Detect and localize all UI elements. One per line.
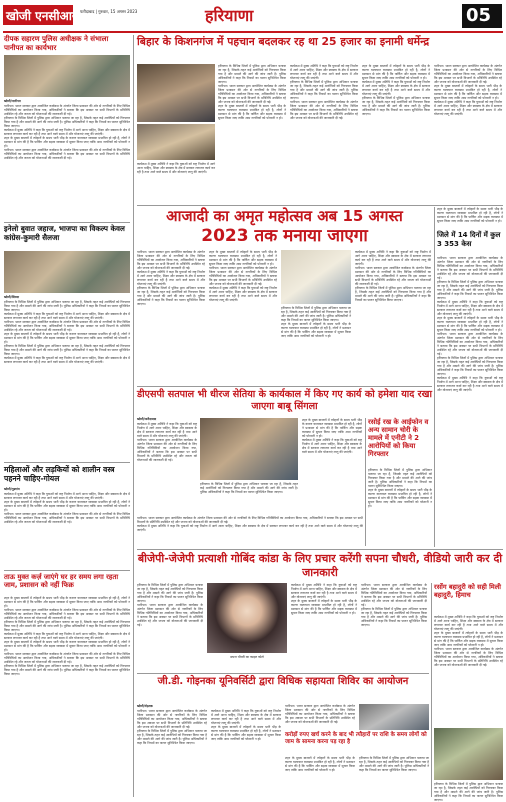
photo-sapna-chaudhary [207,583,287,653]
byline-rohtak: खोजी/रोहतक [137,704,153,708]
byline-panipat: खोजी/पानीपत [4,99,21,103]
divider [137,386,432,387]
headline-right-2: रसोंग बहादुरी को सही मिली बहादुरी, हिमाच [434,583,501,599]
headline-left-3: महिलाओं और लड़कियों को शालीन वस्त्र पहनने चाहिए-गोयल [4,465,115,483]
body-iphone: हरियाणा के विभिन्न जिलों में पुलिस द्वारा अभियान चलाया जा रहा है, जिसके तहत कई आरोपियों को गिरफ्तार किया गया है और मामले की आगे की जांच जारी है। पुलिस अधिकारियों ने कहा कि नियमों का पालन सुनिश्चित किया जाएगा। शहर के मुख्य बाजारों में त्योहारों के समय भारी भीड़ के कारण यातायात व्यवस्था प्रभावित हो रही है, लोगों ने प्रशासन से मांग की है कि पार्किंग और सड़क व्यवस्था में सुधार किया जाए ताकि आम नागरिकों को परेशानी न हो। [368,468,432,508]
caption-sapna: सपना चौधरी का फाइल फोटो [230,655,264,659]
body-dsp-1: कार्यक्रम में मुख्य अतिथि ने कहा कि युवाओं को राष्ट्र निर्माण में आगे आना चाहिए, शिक्षा और स्वास्थ्य के क्षेत्र में सरकार लगातार कार्य कर रही है तथा आने वाले समय में और योजनाएं लागू की जाएंगी। पानीपत। भारत सरकार द्वारा आयोजित कार्यक्रम के अंतर्गत जिला प्रशासन की ओर से नागरिकों के लिए विभिन्न गतिविधियों का आयोजन किया गया, अधिकारियों ने बताया कि इस अवसर पर सभी विभागों के प्रतिनिधि उपस्थित रहे और जनता को योजनाओं की जानकारी दी गई। [137,422,197,462]
body-jd-3: पानीपत। भारत सरकार द्वारा आयोजित कार्यक्रम के अंतर्गत जिला प्रशासन की ओर से नागरिकों के लिए विभिन्न गतिविधियों का आयोजन किया गया, अधिकारियों ने बताया कि इस अवसर पर सभी विभागों के प्रतिनिधि उपस्थित रहे और जनता को योजनाओं की जानकारी दी गई। [285,704,355,724]
column-rule [133,35,134,797]
photo-accused-1 [137,64,215,122]
byline-gurgaon: खोजी/गुडगांव [4,487,20,491]
column-rule [431,583,432,797]
headline-iphone: रसोई रख के आईफोन व अन्य सामान चोरी के मामले में एनीटी ने 2 आरोपियों को किया गिरफ्तार [368,418,429,458]
body-dsp-3: शहर के मुख्य बाजारों में त्योहारों के समय भारी भीड़ के कारण यातायात व्यवस्था प्रभावित हो रही है, लोगों ने प्रशासन से मांग की है कि पार्किंग और सड़क व्यवस्था में सुधार किया जाए ताकि आम नागरिकों को परेशानी न हो। कार्यक्रम में मुख्य अतिथि ने कहा कि युवाओं को राष्ट्र निर्माण में आगे आना चाहिए, शिक्षा और स्वास्थ्य के क्षेत्र में सरकार लगातार कार्य कर रही है तथा आने वाले समय में और योजनाएं लागू की जाएंगी। [302,418,362,454]
headline-top-main: बिहार के किशनगंज में पहचान बदलकर रह था 25 हजार का इनामी धर्मेन्द्र [137,35,430,48]
body-azadi-2: शहर के मुख्य बाजारों में त्योहारों के समय भारी भीड़ के कारण यातायात व्यवस्था प्रभावित हो रही है, लोगों ने प्रशासन से मांग की है कि पार्किंग और सड़क व्यवस्था में सुधार किया जाए ताकि आम नागरिकों को परेशानी न हो। पानीपत। भारत सरकार द्वारा आयोजित कार्यक्रम के अंतर्गत जिला प्रशासन की ओर से नागरिकों के लिए विभिन्न गतिविधियों का आयोजन किया गया, अधिकारियों ने बताया कि इस अवसर पर सभी विभागों के प्रतिनिधि उपस्थित रहे और जनता को योजनाओं की जानकारी दी गई। कार्यक्रम में मुख्य अतिथि ने कहा कि युवाओं को राष्ट्र निर्माण में आगे आना चाहिए, शिक्षा और स्वास्थ्य के क्षेत्र में सरकार लगातार कार्य कर रही है तथा आने वाले समय में और योजनाएं लागू की जाएंगी। [209,250,277,302]
body-right-end: हरियाणा के विभिन्न जिलों में पुलिस द्वारा अभियान चलाया जा रहा है, जिसके तहत कई आरोपियों को गिरफ्तार किया गया है और मामले की आगे की जांच जारी है। पुलिस अधिकारियों ने कहा कि नियमों का पालन सुनिश्चित किया जाएगा। [434,782,503,802]
section-title: हरियाणा [205,6,254,25]
divider [4,570,130,571]
body-bihar-5: कार्यक्रम में मुख्य अतिथि ने कहा कि युवाओं को राष्ट्र निर्माण में आगे आना चाहिए, शिक्षा और स्वास्थ्य के क्षेत्र में सरकार लगातार कार्य कर रही है तथा आने वाले समय में और योजनाएं लागू की जाएंगी। [137,162,215,174]
divider [137,205,503,206]
body-jd-2: कार्यक्रम में मुख्य अतिथि ने कहा कि युवाओं को राष्ट्र निर्माण में आगे आना चाहिए, शिक्षा और स्वास्थ्य के क्षेत्र में सरकार लगातार कार्य कर रही है तथा आने वाले समय में और योजनाएं लागू की जाएंगी। शहर के मुख्य बाजारों में त्योहारों के समय भारी भीड़ के कारण यातायात व्यवस्था प्रभावित हो रही है, लोगों ने प्रशासन से मांग की है कि पार्किंग और सड़क व्यवस्था में सुधार किया जाए ताकि आम नागरिकों को परेशानी न हो। [211,709,281,741]
body-dsp-2: हरियाणा के विभिन्न जिलों में पुलिस द्वारा अभियान चलाया जा रहा है, जिसके तहत कई आरोपियों को गिरफ्तार किया गया है और मामले की आगे की जांच जारी है। पुलिस अधिकारियों ने कहा कि नियमों का पालन सुनिश्चित किया जाएगा। [200,482,298,494]
body-bihar-1: हरियाणा के विभिन्न जिलों में पुलिस द्वारा अभियान चलाया जा रहा है, जिसके तहत कई आरोपियों को गिरफ्तार किया गया है और मामले की आगे की जांच जारी है। पुलिस अधिकारियों ने कहा कि नियमों का पालन सुनिश्चित किया जाएगा। पानीपत। भारत सरकार द्वारा आयोजित कार्यक्रम के अंतर्गत जिला प्रशासन की ओर से नागरिकों के लिए विभिन्न गतिविधियों का आयोजन किया गया, अधिकारियों ने बताया कि इस अवसर पर सभी विभागों के प्रतिनिधि उपस्थित रहे और जनता को योजनाओं की जानकारी दी गई। शहर के मुख्य बाजारों में त्योहारों के समय भारी भीड़ के कारण यातायात व्यवस्था प्रभावित हो रही है, लोगों ने प्रशासन से मांग की है कि पार्किंग और सड़क व्यवस्था में सुधार किया जाए ताकि आम नागरिकों को परेशानी न हो। [218,64,286,120]
headline-crore: करोड़ों रुपए खर्च करने के बाद भी त्यौहारों पर राशि के समय लोगों को जाम के सामना करना पड़ रहा है [285,732,427,745]
headline-left-2: इनेलो बुवात जहाज, भाजपा का विकल्प केवल कांग्रेस-कुमारी सैलजा [4,224,125,242]
byline-faridabad: खोजी/फरीदाबाद [137,417,157,421]
body-bihar-4: पानीपत। भारत सरकार द्वारा आयोजित कार्यक्रम के अंतर्गत जिला प्रशासन की ओर से नागरिकों के लिए विभिन्न गतिविधियों का आयोजन किया गया, अधिकारियों ने बताया कि इस अवसर पर सभी विभागों के प्रतिनिधि उपस्थित रहे और जनता को योजनाओं की जानकारी दी गई। शहर के मुख्य बाजारों में त्योहारों के समय भारी भीड़ के कारण यातायात व्यवस्था प्रभावित हो रही है, लोगों ने प्रशासन से मांग की है कि पार्किंग और सड़क व्यवस्था में सुधार किया जाए ताकि आम नागरिकों को परेशानी न हो। कार्यक्रम में मुख्य अतिथि ने कहा कि युवाओं को राष्ट्र निर्माण में आगे आना चाहिए, शिक्षा और स्वास्थ्य के क्षेत्र में सरकार लगातार कार्य कर रही है तथा आने वाले समय में और योजनाएं लागू की जाएंगी। [434,64,502,116]
photo-right-bottom [434,728,503,780]
body-bjp-3: पानीपत। भारत सरकार द्वारा आयोजित कार्यक्रम के अंतर्गत जिला प्रशासन की ओर से नागरिकों के लिए विभिन्न गतिविधियों का आयोजन किया गया, अधिकारियों ने बताया कि इस अवसर पर सभी विभागों के प्रतिनिधि उपस्थित रहे और जनता को योजनाओं की जानकारी दी गई। हरियाणा के विभिन्न जिलों में पुलिस द्वारा अभियान चलाया जा रहा है, जिसके तहत कई आरोपियों को गिरफ्तार किया गया है और मामले की आगे की जांच जारी है। पुलिस अधिकारियों ने कहा कि नियमों का पालन सुनिश्चित किया जाएगा। [361,583,427,627]
body-jd-1: पानीपत। भारत सरकार द्वारा आयोजित कार्यक्रम के अंतर्गत जिला प्रशासन की ओर से नागरिकों के लिए विभिन्न गतिविधियों का आयोजन किया गया, अधिकारियों ने बताया कि इस अवसर पर सभी विभागों के प्रतिनिधि उपस्थित रहे और जनता को योजनाओं की जानकारी दी गई। हरियाणा के विभिन्न जिलों में पुलिस द्वारा अभियान चलाया जा रहा है, जिसके तहत कई आरोपियों को गिरफ्तार किया गया है और मामले की आगे की जांच जारी है। पुलिस अधिकारियों ने कहा कि नियमों का पालन सुनिश्चित किया जाएगा। [137,709,207,745]
divider [4,222,130,223]
headline-jd: जी.डी. गोइनका यूनिवर्सिटी द्वारा विधिक सहायता शिविर का आयोजन [157,676,409,687]
body-right-bottom: कार्यक्रम में मुख्य अतिथि ने कहा कि युवाओं को राष्ट्र निर्माण में आगे आना चाहिए, शिक्षा और स्वास्थ्य के क्षेत्र में सरकार लगातार कार्य कर रही है तथा आने वाले समय में और योजनाएं लागू की जाएंगी। शहर के मुख्य बाजारों में त्योहारों के समय भारी भीड़ के कारण यातायात व्यवस्था प्रभावित हो रही है, लोगों ने प्रशासन से मांग की है कि पार्किंग और सड़क व्यवस्था में सुधार किया जाए ताकि आम नागरिकों को परेशानी न हो। पानीपत। भारत सरकार द्वारा आयोजित कार्यक्रम के अंतर्गत जिला प्रशासन की ओर से नागरिकों के लिए विभिन्न गतिविधियों का आयोजन किया गया, अधिकारियों ने बताया कि इस अवसर पर सभी विभागों के प्रतिनिधि उपस्थित रहे और जनता को योजनाओं की जानकारी दी गई। [434,615,504,667]
body-crore-2: हरियाणा के विभिन्न जिलों में पुलिस द्वारा अभियान चलाया जा रहा है, जिसके तहत कई आरोपियों को गिरफ्तार किया गया है और मामले की आगे की जांच जारी है। पुलिस अधिकारियों ने कहा कि नियमों का पालन सुनिश्चित किया जाएगा। [359,756,429,772]
masthead [0,0,506,34]
body-panipat: पानीपत। भारत सरकार द्वारा आयोजित कार्यक्रम के अंतर्गत जिला प्रशासन की ओर से नागरिकों के लिए विभिन्न गतिविधियों का आयोजन किया गया, अधिकारियों ने बताया कि इस अवसर पर सभी विभागों के प्रतिनिधि उपस्थित रहे और जनता को योजनाओं की जानकारी दी गई। हरियाणा के विभिन्न जिलों में पुलिस द्वारा अभियान चलाया जा रहा है, जिसके तहत कई आरोपियों को गिरफ्तार किया गया है और मामले की आगे की जांच जारी है। पुलिस अधिकारियों ने कहा कि नियमों का पालन सुनिश्चित किया जाएगा। कार्यक्रम में मुख्य अतिथि ने कहा कि युवाओं को राष्ट्र निर्माण में आगे आना चाहिए, शिक्षा और स्वास्थ्य के क्षेत्र में सरकार लगातार कार्य कर रही है तथा आने वाले समय में और योजनाएं लागू की जाएंगी। शहर के मुख्य बाजारों में त्योहारों के समय भारी भीड़ के कारण यातायात व्यवस्था प्रभावित हो रही है, लोगों ने प्रशासन से मांग की है कि पार्किंग और सड़क व्यवस्था में सुधार किया जाए ताकि आम नागरिकों को परेशानी न हो। पानीपत। भारत सरकार द्वारा आयोजित कार्यक्रम के अंतर्गत जिला प्रशासन की ओर से नागरिकों के लिए विभिन्न गतिविधियों का आयोजन किया गया, अधिकारियों ने बताया कि इस अवसर पर सभी विभागों के प्रतिनिधि उपस्थित रहे और जनता को योजनाओं की जानकारी दी गई। [4,104,130,160]
body-azadi-4: कार्यक्रम में मुख्य अतिथि ने कहा कि युवाओं को राष्ट्र निर्माण में आगे आना चाहिए, शिक्षा और स्वास्थ्य के क्षेत्र में सरकार लगातार कार्य कर रही है तथा आने वाले समय में और योजनाएं लागू की जाएंगी। पानीपत। भारत सरकार द्वारा आयोजित कार्यक्रम के अंतर्गत जिला प्रशासन की ओर से नागरिकों के लिए विभिन्न गतिविधियों का आयोजन किया गया, अधिकारियों ने बताया कि इस अवसर पर सभी विभागों के प्रतिनिधि उपस्थित रहे और जनता को योजनाओं की जानकारी दी गई। हरियाणा के विभिन्न जिलों में पुलिस द्वारा अभियान चलाया जा रहा है, जिसके तहत कई आरोपियों को गिरफ्तार किया गया है और मामले की आगे की जांच जारी है। पुलिस अधिकारियों ने कहा कि नियमों का पालन सुनिश्चित किया जाएगा। [355,250,431,302]
headline-bjp: बीजेपी-जेजेपी प्रत्याशी गोबिंद कांडा के लिए प्रचार करेंगी सपना चौधरी, वीडियो जारी कर दी जानकारी [137,552,503,579]
photo-dsp-farewell [200,418,298,480]
headline-dsp: डीएसपी सतपाल भी धीरज सेतिया के कार्यकाल में किए गए कार्य को हमेशा याद रखा जाएगा बाबू सिंगला [137,389,432,412]
body-bjp-1: हरियाणा के विभिन्न जिलों में पुलिस द्वारा अभियान चलाया जा रहा है, जिसके तहत कई आरोपियों को गिरफ्तार किया गया है और मामले की आगे की जांच जारी है। पुलिस अधिकारियों ने कहा कि नियमों का पालन सुनिश्चित किया जाएगा। पानीपत। भारत सरकार द्वारा आयोजित कार्यक्रम के अंतर्गत जिला प्रशासन की ओर से नागरिकों के लिए विभिन्न गतिविधियों का आयोजन किया गया, अधिकारियों ने बताया कि इस अवसर पर सभी विभागों के प्रतिनिधि उपस्थित रहे और जनता को योजनाओं की जानकारी दी गई। [137,583,203,627]
headline-right-1: जिले में 14 दिनों में कुल 3 353 केस [437,231,501,248]
column-rule [365,418,366,546]
body-sirsa: हरियाणा के विभिन्न जिलों में पुलिस द्वारा अभियान चलाया जा रहा है, जिसके तहत कई आरोपियों को गिरफ्तार किया गया है और मामले की आगे की जांच जारी है। पुलिस अधिकारियों ने कहा कि नियमों का पालन सुनिश्चित किया जाएगा। कार्यक्रम में मुख्य अतिथि ने कहा कि युवाओं को राष्ट्र निर्माण में आगे आना चाहिए, शिक्षा और स्वास्थ्य के क्षेत्र में सरकार लगातार कार्य कर रही है तथा आने वाले समय में और योजनाएं लागू की जाएंगी। पानीपत। भारत सरकार द्वारा आयोजित कार्यक्रम के अंतर्गत जिला प्रशासन की ओर से नागरिकों के लिए विभिन्न गतिविधियों का आयोजन किया गया, अधिकारियों ने बताया कि इस अवसर पर सभी विभागों के प्रतिनिधि उपस्थित रहे और जनता को योजनाओं की जानकारी दी गई। शहर के मुख्य बाजारों में त्योहारों के समय भारी भीड़ के कारण यातायात व्यवस्था प्रभावित हो रही है, लोगों ने प्रशासन से मांग की है कि पार्किंग और सड़क व्यवस्था में सुधार किया जाए ताकि आम नागरिकों को परेशानी न हो। हरियाणा के विभिन्न जिलों में पुलिस द्वारा अभियान चलाया जा रहा है, जिसके तहत कई आरोपियों को गिरफ्तार किया गया है और मामले की आगे की जांच जारी है। पुलिस अधिकारियों ने कहा कि नियमों का पालन सुनिश्चित किया जाएगा। कार्यक्रम में मुख्य अतिथि ने कहा कि युवाओं को राष्ट्र निर्माण में आगे आना चाहिए, शिक्षा और स्वास्थ्य के क्षेत्र में सरकार लगातार कार्य कर रही है तथा आने वाले समय में और योजनाएं लागू की जाएंगी। [4,300,130,364]
photo-traffic-jam [359,704,429,730]
body-bihar-2: कार्यक्रम में मुख्य अतिथि ने कहा कि युवाओं को राष्ट्र निर्माण में आगे आना चाहिए, शिक्षा और स्वास्थ्य के क्षेत्र में सरकार लगातार कार्य कर रही है तथा आने वाले समय में और योजनाएं लागू की जाएंगी। हरियाणा के विभिन्न जिलों में पुलिस द्वारा अभियान चलाया जा रहा है, जिसके तहत कई आरोपियों को गिरफ्तार किया गया है और मामले की आगे की जांच जारी है। पुलिस अधिकारियों ने कहा कि नियमों का पालन सुनिश्चित किया जाएगा। पानीपत। भारत सरकार द्वारा आयोजित कार्यक्रम के अंतर्गत जिला प्रशासन की ओर से नागरिकों के लिए विभिन्न गतिविधियों का आयोजन किया गया, अधिकारियों ने बताया कि इस अवसर पर सभी विभागों के प्रतिनिधि उपस्थित रहे और जनता को योजनाओं की जानकारी दी गई। [290,64,358,120]
photo-accused-2 [137,124,215,160]
body-crore-1: शहर के मुख्य बाजारों में त्योहारों के समय भारी भीड़ के कारण यातायात व्यवस्था प्रभावित हो रही है, लोगों ने प्रशासन से मांग की है कि पार्किंग और सड़क व्यवस्था में सुधार किया जाए ताकि आम नागरिकों को परेशानी न हो। [285,756,355,772]
page-number: 05 [466,5,492,26]
paper-name: खोजी एनसीआर [6,9,77,23]
body-jam: शहर के मुख्य बाजारों में त्योहारों के समय भारी भीड़ के कारण यातायात व्यवस्था प्रभावित हो रही है, लोगों ने प्रशासन से मांग की है कि पार्किंग और सड़क व्यवस्था में सुधार किया जाए ताकि आम नागरिकों को परेशानी न हो। पानीपत। भारत सरकार द्वारा आयोजित कार्यक्रम के अंतर्गत जिला प्रशासन की ओर से नागरिकों के लिए विभिन्न गतिविधियों का आयोजन किया गया, अधिकारियों ने बताया कि इस अवसर पर सभी विभागों के प्रतिनिधि उपस्थित रहे और जनता को योजनाओं की जानकारी दी गई। हरियाणा के विभिन्न जिलों में पुलिस द्वारा अभियान चलाया जा रहा है, जिसके तहत कई आरोपियों को गिरफ्तार किया गया है और मामले की आगे की जांच जारी है। पुलिस अधिकारियों ने कहा कि नियमों का पालन सुनिश्चित किया जाएगा। कार्यक्रम में मुख्य अतिथि ने कहा कि युवाओं को राष्ट्र निर्माण में आगे आना चाहिए, शिक्षा और स्वास्थ्य के क्षेत्र में सरकार लगातार कार्य कर रही है तथा आने वाले समय में और योजनाएं लागू की जाएंगी। शहर के मुख्य बाजारों में त्योहारों के समय भारी भीड़ के कारण यातायात व्यवस्था प्रभावित हो रही है, लोगों ने प्रशासन से मांग की है कि पार्किंग और सड़क व्यवस्था में सुधार किया जाए ताकि आम नागरिकों को परेशानी न हो। पानीपत। भारत सरकार द्वारा आयोजित कार्यक्रम के अंतर्गत जिला प्रशासन की ओर से नागरिकों के लिए विभिन्न गतिविधियों का आयोजन किया गया, अधिकारियों ने बताया कि इस अवसर पर सभी विभागों के प्रतिनिधि उपस्थित रहे और जनता को योजनाओं की जानकारी दी गई। हरियाणा के विभिन्न जिलों में पुलिस द्वारा अभियान चलाया जा रहा है, जिसके तहत कई आरोपियों को गिरफ्तार किया गया है और मामले की आगे की जांच जारी है। पुलिस अधिकारियों ने कहा कि नियमों का पालन सुनिश्चित किया जाएगा। [4,596,130,676]
body-right-top: शहर के मुख्य बाजारों में त्योहारों के समय भारी भीड़ के कारण यातायात व्यवस्था प्रभावित हो रही है, लोगों ने प्रशासन से मांग की है कि पार्किंग और सड़क व्यवस्था में सुधार किया जाए ताकि आम नागरिकों को परेशानी न हो। [437,207,503,223]
body-azadi-3: हरियाणा के विभिन्न जिलों में पुलिस द्वारा अभियान चलाया जा रहा है, जिसके तहत कई आरोपियों को गिरफ्तार किया गया है और मामले की आगे की जांच जारी है। पुलिस अधिकारियों ने कहा कि नियमों का पालन सुनिश्चित किया जाएगा। शहर के मुख्य बाजारों में त्योहारों के समय भारी भीड़ के कारण यातायात व्यवस्था प्रभावित हो रही है, लोगों ने प्रशासन से मांग की है कि पार्किंग और सड़क व्यवस्था में सुधार किया जाए ताकि आम नागरिकों को परेशानी न हो। [281,306,351,338]
body-covid: पानीपत। भारत सरकार द्वारा आयोजित कार्यक्रम के अंतर्गत जिला प्रशासन की ओर से नागरिकों के लिए विभिन्न गतिविधियों का आयोजन किया गया, अधिकारियों ने बताया कि इस अवसर पर सभी विभागों के प्रतिनिधि उपस्थित रहे और जनता को योजनाओं की जानकारी दी गई। हरियाणा के विभिन्न जिलों में पुलिस द्वारा अभियान चलाया जा रहा है, जिसके तहत कई आरोपियों को गिरफ्तार किया गया है और मामले की आगे की जांच जारी है। पुलिस अधिकारियों ने कहा कि नियमों का पालन सुनिश्चित किया जाएगा। कार्यक्रम में मुख्य अतिथि ने कहा कि युवाओं को राष्ट्र निर्माण में आगे आना चाहिए, शिक्षा और स्वास्थ्य के क्षेत्र में सरकार लगातार कार्य कर रही है तथा आने वाले समय में और योजनाएं लागू की जाएंगी। शहर के मुख्य बाजारों में त्योहारों के समय भारी भीड़ के कारण यातायात व्यवस्था प्रभावित हो रही है, लोगों ने प्रशासन से मांग की है कि पार्किंग और सड़क व्यवस्था में सुधार किया जाए ताकि आम नागरिकों को परेशानी न हो। पानीपत। भारत सरकार द्वारा आयोजित कार्यक्रम के अंतर्गत जिला प्रशासन की ओर से नागरिकों के लिए विभिन्न गतिविधियों का आयोजन किया गया, अधिकारियों ने बताया कि इस अवसर पर सभी विभागों के प्रतिनिधि उपस्थित रहे और जनता को योजनाओं की जानकारी दी गई। हरियाणा के विभिन्न जिलों में पुलिस द्वारा अभियान चलाया जा रहा है, जिसके तहत कई आरोपियों को गिरफ्तार किया गया है और मामले की आगे की जांच जारी है। पुलिस अधिकारियों ने कहा कि नियमों का पालन सुनिश्चित किया जाएगा। कार्यक्रम में मुख्य अतिथि ने कहा कि युवाओं को राष्ट्र निर्माण में आगे आना चाहिए, शिक्षा और स्वास्थ्य के क्षेत्र में सरकार लगातार कार्य कर रही है तथा आने वाले समय में और योजनाएं लागू की जाएंगी। [437,256,503,392]
body-bihar-3: शहर के मुख्य बाजारों में त्योहारों के समय भारी भीड़ के कारण यातायात व्यवस्था प्रभावित हो रही है, लोगों ने प्रशासन से मांग की है कि पार्किंग और सड़क व्यवस्था में सुधार किया जाए ताकि आम नागरिकों को परेशानी न हो। कार्यक्रम में मुख्य अतिथि ने कहा कि युवाओं को राष्ट्र निर्माण में आगे आना चाहिए, शिक्षा और स्वास्थ्य के क्षेत्र में सरकार लगातार कार्य कर रही है तथा आने वाले समय में और योजनाएं लागू की जाएंगी। हरियाणा के विभिन्न जिलों में पुलिस द्वारा अभियान चलाया जा रहा है, जिसके तहत कई आरोपियों को गिरफ्तार किया गया है और मामले की आगे की जांच जारी है। पुलिस अधिकारियों ने कहा कि नियमों का पालन सुनिश्चित किया जाएगा। [362,64,430,116]
date-line: फरीदाबाद | गुरुवार, 15 अगस्त 2023 [80,9,138,14]
divider [137,673,429,674]
divider [137,549,503,550]
headline-mid-line-1: आजादी का अमृत महोत्सव अब 15 अगस्त [166,207,403,225]
body-dsp-4: पानीपत। भारत सरकार द्वारा आयोजित कार्यक्रम के अंतर्गत जिला प्रशासन की ओर से नागरिकों के लिए विभिन्न गतिविधियों का आयोजन किया गया, अधिकारियों ने बताया कि इस अवसर पर सभी विभागों के प्रतिनिधि उपस्थित रहे और जनता को योजनाओं की जानकारी दी गई। कार्यक्रम में मुख्य अतिथि ने कहा कि युवाओं को राष्ट्र निर्माण में आगे आना चाहिए, शिक्षा और स्वास्थ्य के क्षेत्र में सरकार लगातार कार्य कर रही है तथा आने वाले समय में और योजनाएं लागू की जाएंगी। [137,516,363,532]
headline-top-left: दीपक सहारण पुलिस अधीक्षक ने संभाला पानीपत का कार्यभार [4,35,109,52]
byline-sirsa: खोजी/सिरसा [4,295,20,299]
headline-left-4: ताऊ मुक्त कर्ज़ जाएंगे घर हर समय लगा रहता जाम, प्रशासन को नहीं फिक्र [4,573,119,590]
photo-panipat-officer [4,55,130,97]
body-azadi-1: पानीपत। भारत सरकार द्वारा आयोजित कार्यक्रम के अंतर्गत जिला प्रशासन की ओर से नागरिकों के लिए विभिन्न गतिविधियों का आयोजन किया गया, अधिकारियों ने बताया कि इस अवसर पर सभी विभागों के प्रतिनिधि उपस्थित रहे और जनता को योजनाओं की जानकारी दी गई। कार्यक्रम में मुख्य अतिथि ने कहा कि युवाओं को राष्ट्र निर्माण में आगे आना चाहिए, शिक्षा और स्वास्थ्य के क्षेत्र में सरकार लगातार कार्य कर रही है तथा आने वाले समय में और योजनाएं लागू की जाएंगी। हरियाणा के विभिन्न जिलों में पुलिस द्वारा अभियान चलाया जा रहा है, जिसके तहत कई आरोपियों को गिरफ्तार किया गया है और मामले की आगे की जांच जारी है। पुलिस अधिकारियों ने कहा कि नियमों का पालन सुनिश्चित किया जाएगा। [137,250,205,306]
photo-azadi-event [281,250,351,304]
body-bjp-2: कार्यक्रम में मुख्य अतिथि ने कहा कि युवाओं को राष्ट्र निर्माण में आगे आना चाहिए, शिक्षा और स्वास्थ्य के क्षेत्र में सरकार लगातार कार्य कर रही है तथा आने वाले समय में और योजनाएं लागू की जाएंगी। शहर के मुख्य बाजारों में त्योहारों के समय भारी भीड़ के कारण यातायात व्यवस्था प्रभावित हो रही है, लोगों ने प्रशासन से मांग की है कि पार्किंग और सड़क व्यवस्था में सुधार किया जाए ताकि आम नागरिकों को परेशानी न हो। [291,583,357,615]
headline-mid-line-2: 2023 तक मनाया जाएगा [201,226,368,246]
masthead-rule [3,31,503,33]
divider [4,462,130,463]
photo-selja-meeting [4,251,130,293]
column-rule [434,207,435,547]
body-goyal: कार्यक्रम में मुख्य अतिथि ने कहा कि युवाओं को राष्ट्र निर्माण में आगे आना चाहिए, शिक्षा और स्वास्थ्य के क्षेत्र में सरकार लगातार कार्य कर रही है तथा आने वाले समय में और योजनाएं लागू की जाएंगी। शहर के मुख्य बाजारों में त्योहारों के समय भारी भीड़ के कारण यातायात व्यवस्था प्रभावित हो रही है, लोगों ने प्रशासन से मांग की है कि पार्किंग और सड़क व्यवस्था में सुधार किया जाए ताकि आम नागरिकों को परेशानी न हो। पानीपत। भारत सरकार द्वारा आयोजित कार्यक्रम के अंतर्गत जिला प्रशासन की ओर से नागरिकों के लिए विभिन्न गतिविधियों का आयोजन किया गया, अधिकारियों ने बताया कि इस अवसर पर सभी विभागों के प्रतिनिधि उपस्थित रहे और जनता को योजनाओं की जानकारी दी गई। [4,492,130,524]
